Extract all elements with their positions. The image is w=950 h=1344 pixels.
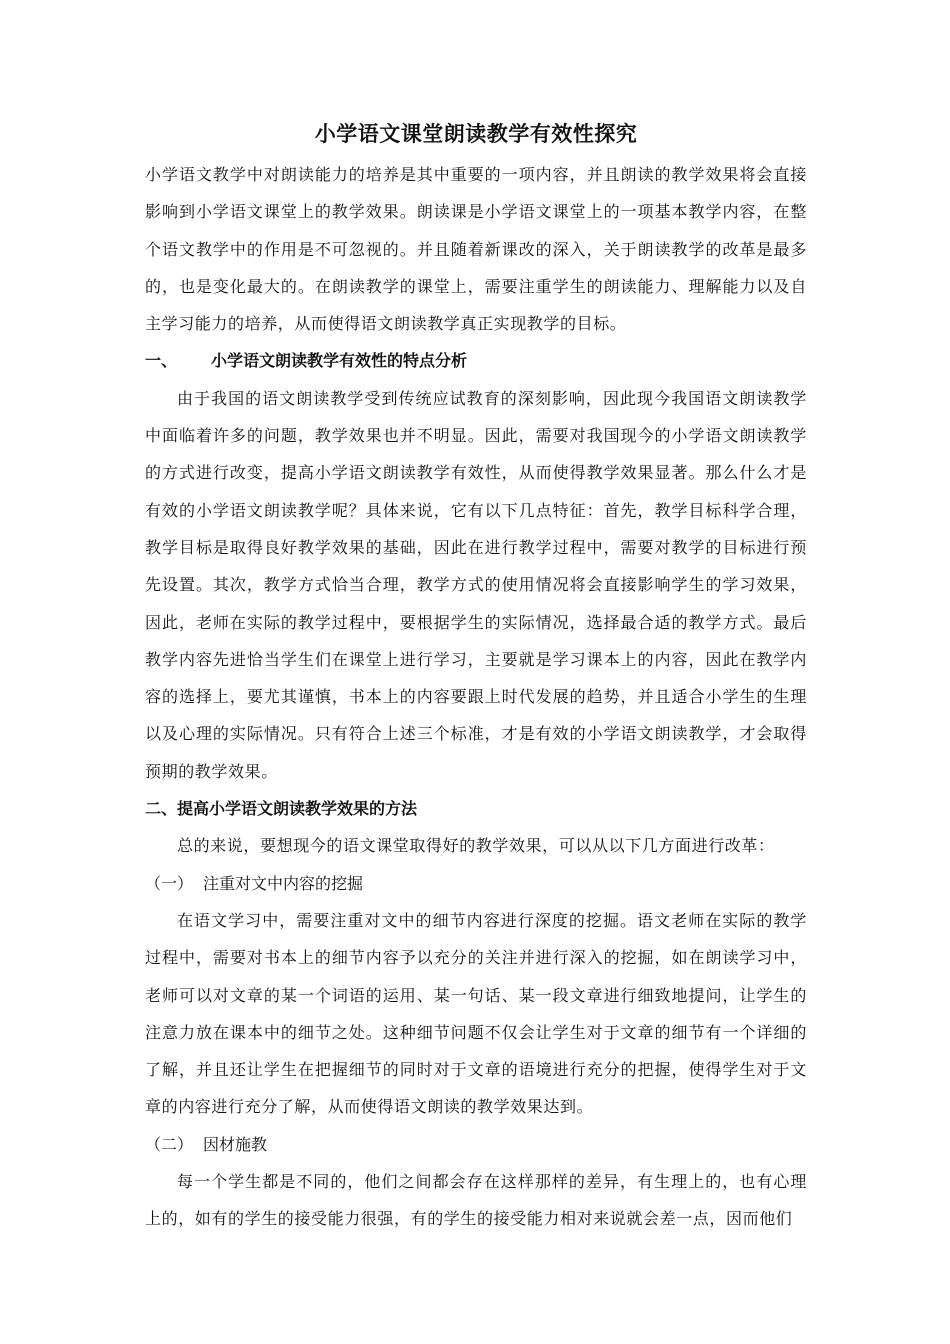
section-1-paragraph: 由于我国的语文朗读教学受到传统应试教育的深刻影响，因此现今我国语文朗读教学中面临着许多的问题，教学效果也并不明显。因此，需要对我国现今的小学语文朗读教学的方式进行改变，提高小学语文朗读教学有效性，从而使得教学效果显著。那么什么才是有效的小学语文朗读教学呢？具体来说，它有以下几点特征：首先，教学目标科学合理，教学目标是取得良好教学效果的基础，因此在进行教学过程中，需要对教学的目标进行预先设置。其次，教学方式恰当合理，教学方式的使用情况将会直接影响学生的学习效果，因此，老师在实际的教学过程中，要根据学生的实际情况，选择最合适的教学方式。最后教学内容先进恰当学生们在课堂上进行学习，主要就是学习课本上的内容，因此在教学内容的选择上，要尤其谨慎，书本上的内容要跟上时代发展的趋势，并且适合小学生的生理以及心理的实际情况。只有符合上述三个标准，才是有效的小学语文朗读教学，才会取得预期的教学效果。 [145,388,807,781]
document-title: 小学语文课堂朗读教学有效性探究 [314,121,638,146]
section-2-paragraph: 总的来说，要想现今的语文课堂取得好的教学效果，可以从以下几方面进行改革： [177,836,775,856]
subsection-2-number: （二） [145,1134,194,1154]
section-1-number: 一、 [145,351,178,371]
subsection-1-paragraph: 在语文学习中，需要注重对文中的细节内容进行深度的挖掘。语文老师在实际的教学过程中，需要对书本上的细节内容予以充分的关注并进行深入的挖掘，如在朗读学习中，老师可以对文章的某一个词语的运用、某一句话、某一段文章进行细致地提问，让学生的注意力放在课本中的细节之处。这种细节问题不仅会让学生对于文章的细节有一个详细的了解，并且还让学生在把握细节的同时对于文章的语境进行充分的把握，使得学生对于文章的内容进行充分了解，从而使得语文朗读的教学效果达到。 [145,910,807,1117]
section-1-heading [145,342,807,379]
document-content [145,112,807,1238]
subsection-2-title: 因材施教 [203,1134,268,1154]
subsection-1-title: 注重对文中内容的挖掘 [203,873,364,893]
subsection-2-heading [145,1126,807,1163]
intro-paragraph: 小学语文教学中对朗读能力的培养是其中重要的一项内容，并且朗读的教学效果将会直接影响到小学语文课堂上的教学效果。朗读课是小学语文课堂上的一项基本教学内容，在整个语文教学中的作用是不可忽视的。并且随着新课改的深入，关于朗读教学的改革是最多的，也是变化最大的。在朗读教学的课堂上，需要注重学生的朗读能力、理解能力以及自主学习能力的培养，从而使得语文朗读教学真正实现教学的目标。 [145,165,807,334]
section-1-title: 小学语文朗读教学有效性的特点分析 [211,351,468,371]
subsection-1-heading [145,865,807,902]
subsection-1-number: （一） [145,873,194,893]
subsection-2-paragraph: 每一个学生都是不同的，他们之间都会存在这样那样的差异，有生理上的，也有心理上的，如有的学生的接受能力很强，有的学生的接受能力相对来说就会差一点，因而他们 [145,1172,807,1229]
section-2-heading: 二、提高小学语文朗读教学效果的方法 [145,799,418,819]
